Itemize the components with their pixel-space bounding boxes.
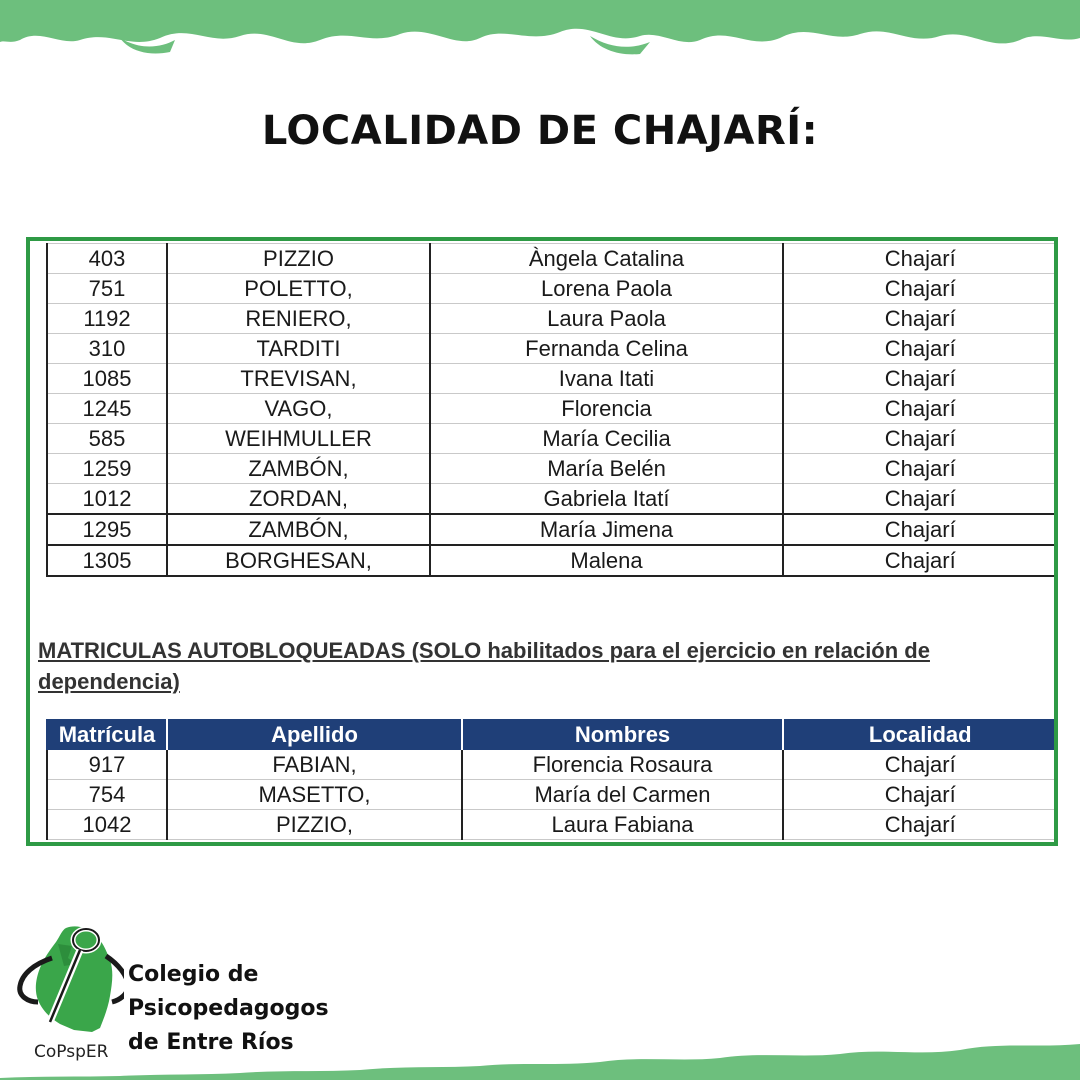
table-row — [47, 454, 1057, 484]
apellido-cell: ZAMBÓN, — [167, 454, 430, 484]
table-row — [47, 304, 1057, 334]
nombres-cell: Fernanda Celina — [430, 334, 783, 364]
header-localidad: Localidad — [783, 720, 1057, 750]
localidad-cell: Chajarí — [783, 484, 1057, 515]
table-row — [47, 364, 1057, 394]
apellido-cell: FABIAN, — [167, 750, 462, 780]
nombres-cell: Malena — [430, 545, 783, 576]
matricula-cell: 1245 — [47, 394, 167, 424]
nombres-cell: Florencia — [430, 394, 783, 424]
localidad-cell: Chajarí — [783, 454, 1057, 484]
bottom-decorative-brush — [0, 1040, 1080, 1080]
table-row — [47, 750, 1057, 780]
matricula-cell: 917 — [47, 750, 167, 780]
apellido-cell: WEIHMULLER — [167, 424, 430, 454]
matricula-cell: 1085 — [47, 364, 167, 394]
localidad-cell: Chajarí — [783, 514, 1057, 545]
section-title: MATRICULAS AUTOBLOQUEADAS (SOLO habilitados para el ejercicio en relación de dependencia) — [38, 638, 930, 694]
header-matricula: Matrícula — [47, 720, 167, 750]
localidad-cell: Chajarí — [783, 780, 1057, 810]
localidad-cell: Chajarí — [783, 424, 1057, 454]
nombres-cell: Àngela Catalina — [430, 244, 783, 274]
localidad-cell: Chajarí — [783, 364, 1057, 394]
table-row — [47, 780, 1057, 810]
apellido-cell: TREVISAN, — [167, 364, 430, 394]
nombres-cell: María Jimena — [430, 514, 783, 545]
matricula-cell: 403 — [47, 244, 167, 274]
table-row — [47, 484, 1057, 515]
matricula-cell: 751 — [47, 274, 167, 304]
table-frame — [26, 237, 1058, 846]
apellido-cell: PIZZIO, — [167, 810, 462, 840]
nombres-cell: María Belén — [430, 454, 783, 484]
table-row — [47, 514, 1057, 545]
apellido-cell: POLETTO, — [167, 274, 430, 304]
copsper-logo-icon — [14, 920, 124, 1060]
nombres-cell: Lorena Paola — [430, 274, 783, 304]
table-row — [47, 810, 1057, 840]
table-row — [47, 274, 1057, 304]
localidad-cell: Chajarí — [783, 304, 1057, 334]
registry-table — [46, 243, 1058, 577]
matricula-cell: 1259 — [47, 454, 167, 484]
nombres-cell: Laura Paola — [430, 304, 783, 334]
matricula-cell: 1295 — [47, 514, 167, 545]
apellido-cell: VAGO, — [167, 394, 430, 424]
page-title: LOCALIDAD DE CHAJARÍ: — [261, 108, 819, 154]
nombres-cell: Gabriela Itatí — [430, 484, 783, 515]
org-name-line-2: Psicopedagogos — [128, 996, 329, 1021]
matricula-cell: 1305 — [47, 545, 167, 576]
localidad-cell: Chajarí — [783, 274, 1057, 304]
nombres-cell: Ivana Itati — [430, 364, 783, 394]
apellido-cell: BORGHESAN, — [167, 545, 430, 576]
matricula-cell: 1192 — [47, 304, 167, 334]
org-name-line-1: Colegio de — [128, 962, 259, 987]
apellido-cell: ZAMBÓN, — [167, 514, 430, 545]
table-row — [47, 334, 1057, 364]
autoblocked-table — [46, 719, 1058, 840]
matricula-cell: 310 — [47, 334, 167, 364]
org-name-line-3: de Entre Ríos — [128, 1030, 294, 1055]
localidad-cell: Chajarí — [783, 394, 1057, 424]
matricula-cell: 1012 — [47, 484, 167, 515]
apellido-cell: TARDITI — [167, 334, 430, 364]
localidad-cell: Chajarí — [783, 545, 1057, 576]
table-row — [47, 424, 1057, 454]
table-row — [47, 244, 1057, 274]
header-apellido: Apellido — [167, 720, 462, 750]
table-header-row — [47, 720, 1057, 750]
localidad-cell: Chajarí — [783, 750, 1057, 780]
nombres-cell: María Cecilia — [430, 424, 783, 454]
apellido-cell: RENIERO, — [167, 304, 430, 334]
nombres-cell: Laura Fabiana — [462, 810, 783, 840]
nombres-cell: Florencia Rosaura — [462, 750, 783, 780]
apellido-cell: MASETTO, — [167, 780, 462, 810]
localidad-cell: Chajarí — [783, 810, 1057, 840]
localidad-cell: Chajarí — [783, 334, 1057, 364]
matricula-cell: 754 — [47, 780, 167, 810]
apellido-cell: PIZZIO — [167, 244, 430, 274]
logo-caption: CoPspER — [34, 1042, 109, 1062]
matricula-cell: 585 — [47, 424, 167, 454]
top-decorative-brush — [0, 0, 1080, 60]
table-row — [47, 394, 1057, 424]
apellido-cell: ZORDAN, — [167, 484, 430, 515]
header-nombres: Nombres — [462, 720, 783, 750]
matricula-cell: 1042 — [47, 810, 167, 840]
localidad-cell: Chajarí — [783, 244, 1057, 274]
nombres-cell: María del Carmen — [462, 780, 783, 810]
table-row — [47, 545, 1057, 576]
